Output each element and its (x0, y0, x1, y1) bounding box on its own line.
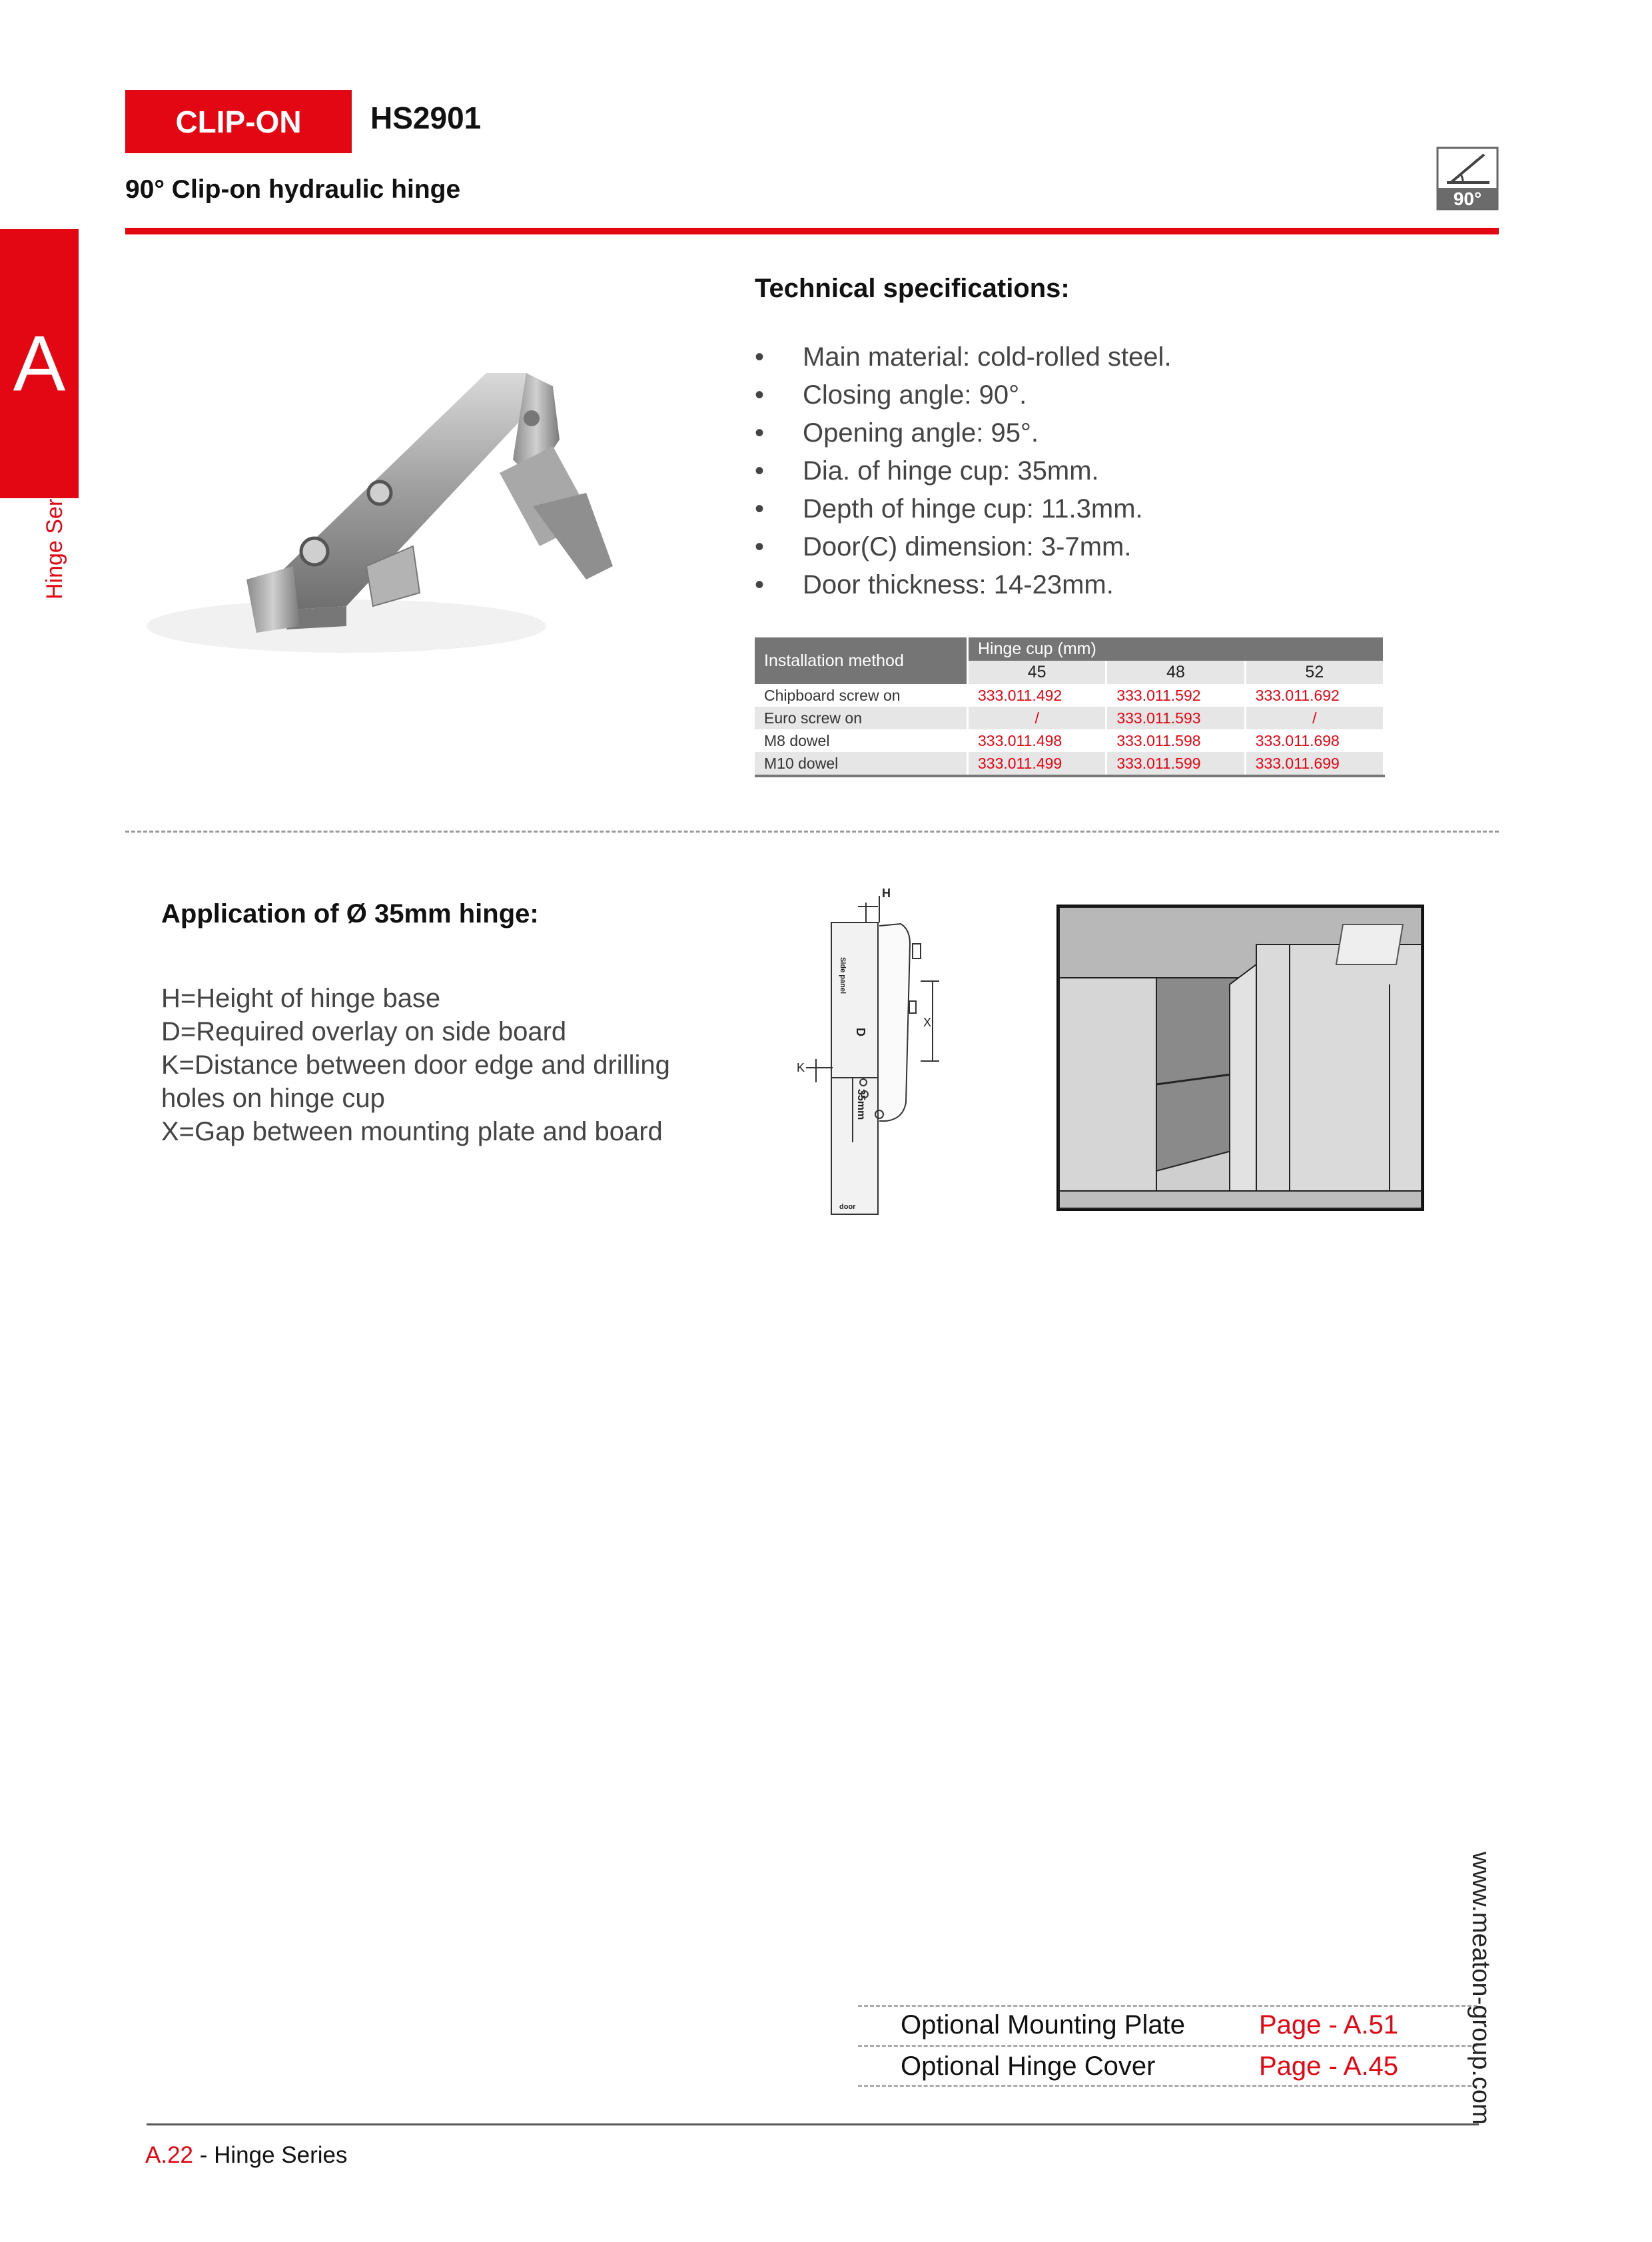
angle-badge-text: 90° (1453, 188, 1482, 209)
application-title: Application of Ø 35mm hinge: (161, 899, 539, 929)
table-header-size: 45 (968, 661, 1106, 684)
svg-text:35mm: 35mm (855, 1089, 867, 1120)
svg-text:H: H (882, 887, 891, 900)
product-subtitle: 90° Clip-on hydraulic hinge (125, 175, 461, 204)
svg-text:D: D (854, 1028, 867, 1036)
specs-list (755, 338, 1172, 604)
definition-line: K=Distance between door edge and drilling (161, 1050, 670, 1080)
website-url[interactable]: www.meaton-group.com (1467, 1852, 1495, 2125)
model-number: HS2901 (370, 101, 482, 135)
corner-cabinet-illustration (1056, 905, 1424, 1211)
svg-text:Side panel: Side panel (839, 957, 847, 994)
reference-divider (858, 2085, 1477, 2087)
table-header-size: 52 (1245, 661, 1384, 684)
svg-text:X: X (923, 1016, 932, 1029)
reference-label: Optional Mounting Plate (901, 2010, 1185, 2040)
reference-label: Optional Hinge Cover (901, 2052, 1156, 2081)
definition-line: X=Gap between mounting plate and board (161, 1117, 663, 1146)
table-header-method: Installation method (755, 637, 968, 684)
table-row: M8 dowel 333.011.498 333.011.598 333.011.698 (755, 729, 1384, 752)
table-row: M10 dowel 333.011.499 333.011.599 333.011.699 (755, 752, 1384, 776)
table-header-hinge-cup: Hinge cup (mm) (968, 637, 1384, 661)
definition-line: holes on hinge cup (161, 1084, 385, 1113)
specs-title: Technical specifications: (755, 274, 1070, 303)
spec-item: • Closing angle: 90°. (755, 380, 1027, 410)
header-divider (125, 228, 1499, 234)
category-badge: CLIP-ON (125, 90, 352, 153)
page-number: A.22 - Hinge Series (145, 2142, 348, 2168)
spec-item: • Door(C) dimension: 3-7mm. (755, 532, 1132, 561)
angle-90-icon (1436, 147, 1499, 210)
definition-line: H=Height of hinge base (161, 984, 441, 1013)
svg-text:K: K (797, 1061, 805, 1074)
installation-table (755, 637, 1385, 777)
svg-text:door: door (839, 1203, 856, 1211)
hinge-product-photo (127, 346, 659, 673)
section-divider (125, 831, 1499, 833)
spec-item: • Door thickness: 14-23mm. (755, 570, 1114, 599)
section-side-label: Hinge Series (42, 470, 67, 599)
section-letter-tab: A (0, 229, 79, 498)
table-row: Chipboard screw on 333.011.492 333.011.592 333.011.692 (755, 684, 1384, 707)
definition-line: D=Required overlay on side board (161, 1017, 567, 1046)
footer-divider (147, 2123, 1479, 2125)
reference-divider (858, 2005, 1477, 2007)
application-definitions (161, 982, 670, 1148)
table-header-size: 48 (1106, 661, 1245, 684)
reference-page-link[interactable]: Page - A.45 (1259, 2052, 1399, 2081)
reference-page-link[interactable]: Page - A.51 (1259, 2010, 1399, 2040)
spec-item: • Dia. of hinge cup: 35mm. (755, 456, 1099, 486)
reference-divider (858, 2045, 1477, 2047)
spec-item: • Opening angle: 95°. (755, 418, 1039, 448)
hinge-installation-diagram (793, 883, 959, 1222)
table-row: Euro screw on / 333.011.593 / (755, 707, 1384, 729)
spec-item: • Main material: cold-rolled steel. (755, 342, 1172, 372)
spec-item: • Depth of hinge cup: 11.3mm. (755, 494, 1143, 524)
